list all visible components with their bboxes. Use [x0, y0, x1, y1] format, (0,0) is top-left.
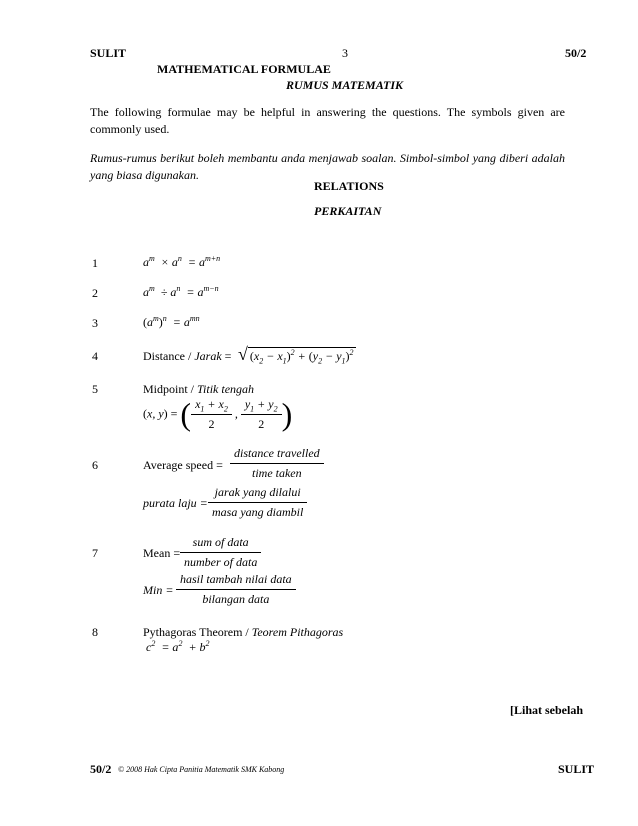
intro-english: The following formulae may be helpful in answering the questions. The symbols given are commonly used.	[90, 105, 565, 136]
header-left: SULIT	[90, 46, 127, 60]
item-number: 8	[92, 625, 98, 639]
formula-mean: $\frac{\text{sum of data}}{\text{number of data}}$	[180, 535, 261, 570]
turn-over-note: [Lihat sebelah	[510, 703, 584, 717]
purata-laju-label: purata laju =	[143, 496, 208, 510]
average-speed-label: Average speed =	[143, 458, 223, 472]
pythagoras-label: Pythagoras Theorem / Teorem Pithagoras	[143, 625, 344, 639]
item-number: 2	[92, 286, 98, 300]
item-number: 5	[92, 382, 98, 396]
section-subheading: PERKAITAN	[314, 204, 382, 218]
footer-code: 50/2	[90, 762, 112, 776]
formula-divide-powers: $a^m \div a^n = a^{m-n}$	[143, 284, 219, 299]
page-subtitle: RUMUS MATEMATIK	[286, 78, 404, 92]
item-number: 4	[92, 349, 98, 363]
formula-midpoint: (x, y) = ( $\frac{x_1 + x_2}{2}$ , $\frac{y_1 + y_2}{2}$ )	[143, 396, 293, 432]
min-label: Min =	[143, 583, 174, 597]
formula-pythagoras: $c^2 = a^2 + b^2$	[146, 639, 210, 654]
intro-malay: Rumus-rumus berikut boleh membantu anda menjawab soalan. Simbol-simbol yang diberi adalah yang biasa digunakan.	[90, 151, 565, 182]
item-number: 7	[92, 546, 98, 560]
page-title: MATHEMATICAL FORMULAE	[157, 62, 331, 76]
footer-right: SULIT	[558, 762, 595, 776]
header-right: 50/2	[565, 46, 587, 60]
midpoint-label: Midpoint / Titik tengah	[143, 382, 255, 396]
item-number: 1	[92, 256, 98, 270]
mean-label: Mean =	[143, 546, 181, 560]
distance-label: Distance / Jarak =	[143, 349, 232, 363]
formula-power-of-power: $(a^m)^n = a^{mn}$	[143, 314, 200, 329]
formula-purata-laju: $\frac{\text{jarak yang dilalui}}{\text{masa yang diambil}}$	[208, 485, 307, 520]
item-number: 3	[92, 316, 98, 330]
page-number: 3	[342, 46, 348, 60]
section-heading: RELATIONS	[314, 179, 384, 193]
formula-distance: √ $(x_2 - x_1)^2 + (y_2 - y_1)^2$	[238, 344, 354, 366]
formula-multiply-powers: $a^m \times a^n = a^{m+n}$	[143, 254, 221, 269]
footer-copyright: © 2008 Hak Cipta Panitia Matematik SMK Kabong	[118, 765, 285, 774]
item-number: 6	[92, 458, 98, 472]
formula-average-speed: $\frac{\text{distance travelled}}{\text{time taken}}$	[230, 446, 324, 481]
formula-min: $\frac{\text{hasil tambah nilai data}}{\text{bilangan data}}$	[176, 572, 296, 607]
